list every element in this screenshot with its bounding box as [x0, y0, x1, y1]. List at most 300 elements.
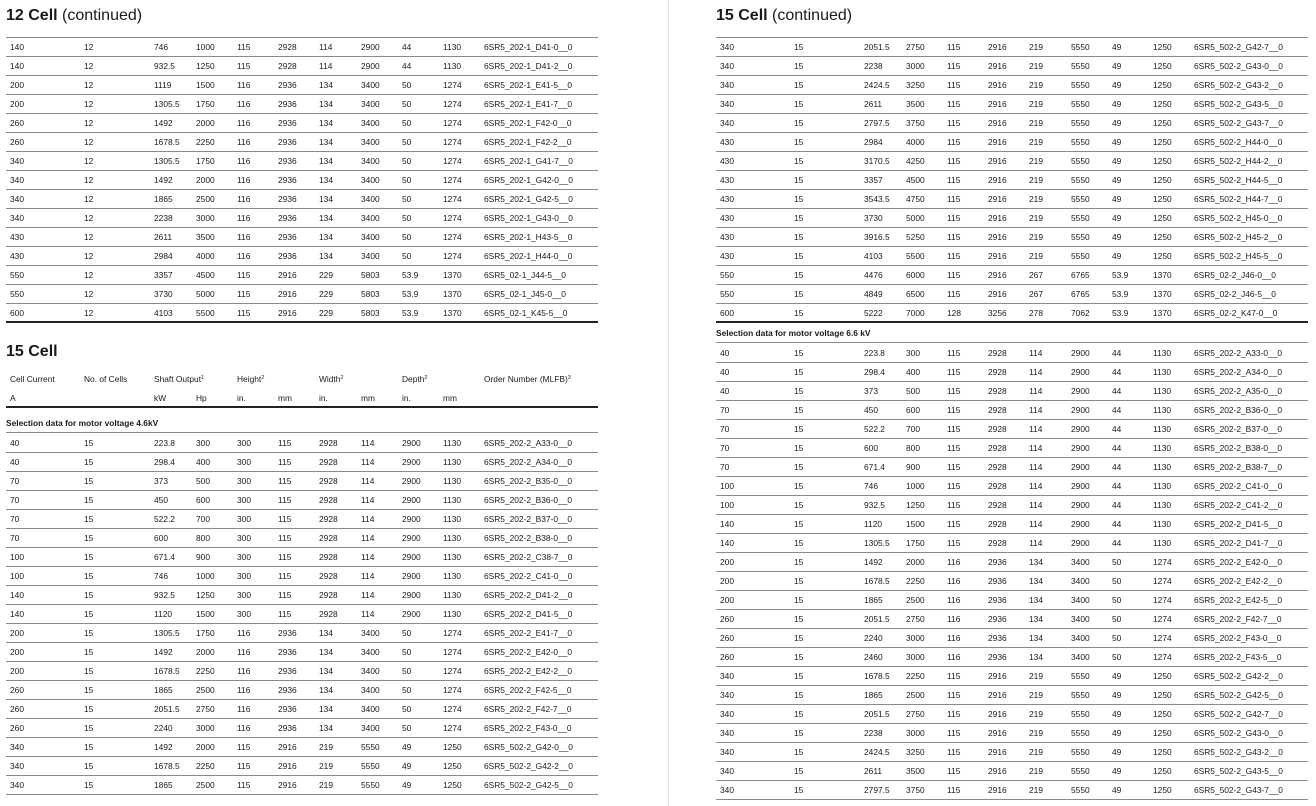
table-cell: 6SR5_202-2_B38-7__0 [1194, 462, 1283, 472]
table-cell: 116 [947, 652, 961, 662]
table-cell: 2916 [988, 289, 1007, 299]
table-cell: 53.9 [1112, 308, 1129, 318]
table-cell: 340 [720, 99, 734, 109]
table-cell: 49 [1112, 232, 1122, 242]
table-row [716, 304, 1308, 323]
table-cell: 70 [10, 533, 20, 543]
table-cell: 300 [237, 476, 251, 486]
table-cell: 49 [1112, 671, 1122, 681]
table-cell: 6SR5_502-2_H44-2__0 [1194, 156, 1283, 166]
table-cell: 1000 [906, 481, 925, 491]
table-cell: 6SR5_202-2_F43-0__0 [1194, 633, 1282, 643]
table-cell: 2900 [361, 42, 380, 52]
table-cell: 5803 [361, 308, 380, 318]
table-cell: 115 [947, 728, 961, 738]
table-cell: 260 [10, 723, 24, 733]
table-cell: 6SR5_502-2_G42-7__0 [1194, 42, 1283, 52]
table-cell: 12 [84, 80, 94, 90]
table-cell: 140 [10, 590, 24, 600]
table-cell: 6SR5_502-2_H45-0__0 [1194, 213, 1283, 223]
table-cell: 50 [402, 156, 412, 166]
table-row [6, 190, 598, 209]
table-cell: 140 [10, 61, 24, 71]
table-cell: 2900 [1071, 405, 1090, 415]
table-cell: 15 [794, 576, 804, 586]
unit-depth-in: in. [402, 393, 411, 403]
table-cell: 2936 [988, 633, 1007, 643]
table-cell: 15 [84, 704, 94, 714]
table-cell: 1250 [196, 61, 215, 71]
table-cell: 6500 [906, 289, 925, 299]
table-cell: 50 [402, 80, 412, 90]
table-cell: 115 [947, 137, 961, 147]
table-cell: 2936 [278, 704, 297, 714]
table-cell: 3916.5 [864, 232, 890, 242]
table-cell: 4250 [906, 156, 925, 166]
table-cell: 115 [947, 251, 961, 261]
table-cell: 1274 [1153, 633, 1172, 643]
table-cell: 522.2 [864, 424, 885, 434]
table-cell: 15 [794, 614, 804, 624]
table-row [6, 152, 598, 171]
table-cell: 2916 [988, 99, 1007, 109]
table-cell: 800 [906, 443, 920, 453]
table-row [716, 209, 1308, 228]
table-cell: 50 [402, 723, 412, 733]
table-cell: 6SR5_202-2_C41-2__0 [1194, 500, 1283, 510]
table-cell: 2936 [278, 647, 297, 657]
table-cell: 6765 [1071, 289, 1090, 299]
table-row [716, 610, 1308, 629]
table-cell: 3000 [906, 652, 925, 662]
table-cell: 3000 [196, 723, 215, 733]
table-cell: 15 [794, 194, 804, 204]
table-cell: 340 [10, 761, 24, 771]
table-cell: 3400 [1071, 652, 1090, 662]
table-cell: 115 [947, 709, 961, 719]
table-cell: 115 [278, 571, 292, 581]
table-cell: 1274 [1153, 614, 1172, 624]
table-cell: 40 [10, 457, 20, 467]
table-cell: 6SR5_202-2_D41-5__0 [1194, 519, 1283, 529]
table-cell: 2000 [196, 118, 215, 128]
table-cell: 1130 [443, 571, 462, 581]
table-cell: 300 [196, 438, 210, 448]
table-cell: 70 [10, 476, 20, 486]
table-cell: 1678.5 [154, 761, 180, 771]
table-cell: 1274 [443, 704, 462, 714]
table-cell: 1274 [443, 156, 462, 166]
table-cell: 219 [1029, 61, 1043, 71]
table-cell: 3400 [361, 704, 380, 714]
table-cell: 6SR5_202-2_F42-5__0 [484, 685, 572, 695]
table-cell: 7062 [1071, 308, 1090, 318]
table-cell: 12 [84, 289, 94, 299]
table-cell: 134 [1029, 633, 1043, 643]
table-cell: 200 [720, 595, 734, 605]
table-cell: 40 [10, 438, 20, 448]
table-cell: 2051.5 [154, 704, 180, 714]
table-cell: 116 [237, 704, 251, 714]
table-cell: 134 [319, 194, 333, 204]
table-cell: 53.9 [1112, 270, 1129, 280]
table-cell: 15 [794, 690, 804, 700]
table-cell: 4500 [196, 270, 215, 280]
table-cell: 6SR5_202-1_H43-5__0 [484, 232, 573, 242]
table-cell: 6SR5_502-2_H45-5__0 [1194, 251, 1283, 261]
table-row [6, 624, 598, 643]
table-cell: 2500 [196, 685, 215, 695]
header-height: Height$^2$ [237, 374, 265, 384]
table-cell: 1274 [443, 647, 462, 657]
table-cell: 1370 [443, 308, 462, 318]
table-cell: 2900 [402, 609, 421, 619]
table-cell: 44 [1112, 367, 1122, 377]
table-cell: 600 [196, 495, 210, 505]
table-cell: 1130 [1153, 405, 1172, 415]
table-cell: 267 [1029, 270, 1043, 280]
table-cell: 2750 [906, 614, 925, 624]
table-cell: 300 [237, 533, 251, 543]
table-cell: 340 [720, 747, 734, 757]
table-row [716, 95, 1308, 114]
table-cell: 700 [906, 424, 920, 434]
table-cell: 223.8 [154, 438, 175, 448]
table-cell: 116 [237, 118, 251, 128]
table-cell: 15 [84, 438, 94, 448]
table-cell: 134 [319, 137, 333, 147]
table-cell: 340 [720, 42, 734, 52]
table-cell: 115 [947, 232, 961, 242]
table-cell: 1865 [864, 595, 883, 605]
table-cell: 5550 [1071, 671, 1090, 681]
table-cell: 49 [1112, 766, 1122, 776]
table-cell: 2916 [988, 118, 1007, 128]
table-cell: 1000 [196, 42, 215, 52]
table-row [716, 477, 1308, 496]
table-cell: 140 [10, 42, 24, 52]
table-cell: 500 [906, 386, 920, 396]
table-cell: 49 [402, 761, 412, 771]
table-cell: 134 [1029, 614, 1043, 624]
table-cell: 49 [1112, 728, 1122, 738]
table-cell: 115 [947, 99, 961, 109]
table-cell: 2928 [319, 457, 338, 467]
table-cell: 2936 [278, 175, 297, 185]
table-cell: 15 [794, 709, 804, 719]
table-cell: 6SR5_502-2_H44-7__0 [1194, 194, 1283, 204]
table-cell: 1250 [1153, 766, 1172, 776]
table-cell: 134 [1029, 557, 1043, 567]
table-cell: 50 [402, 213, 412, 223]
table-cell: 49 [1112, 194, 1122, 204]
table-cell: 114 [1029, 462, 1043, 472]
table-cell: 134 [319, 628, 333, 638]
table-row [6, 285, 598, 304]
table-cell: 44 [1112, 443, 1122, 453]
table-cell: 600 [154, 533, 168, 543]
table-cell: 900 [196, 552, 210, 562]
table-cell: 1130 [1153, 424, 1172, 434]
table-cell: 3400 [1071, 557, 1090, 567]
table-cell: 1130 [443, 590, 462, 600]
table-cell: 260 [720, 633, 734, 643]
table-cell: 2900 [402, 571, 421, 581]
table-cell: 2936 [278, 156, 297, 166]
table-cell: 2900 [1071, 481, 1090, 491]
table-cell: 115 [278, 609, 292, 619]
table-cell: 2900 [402, 457, 421, 467]
table-cell: 115 [947, 500, 961, 510]
table-cell: 6SR5_202-1_F42-2__0 [484, 137, 572, 147]
table-cell: 340 [720, 80, 734, 90]
table-cell: 115 [947, 538, 961, 548]
table-cell: 450 [154, 495, 168, 505]
table-cell: 134 [1029, 652, 1043, 662]
table-cell: 134 [1029, 595, 1043, 605]
table-cell: 200 [720, 576, 734, 586]
table-cell: 15 [794, 443, 804, 453]
table-cell: 5550 [1071, 709, 1090, 719]
table-cell: 5000 [906, 213, 925, 223]
table-row [716, 648, 1308, 667]
table-cell: 3400 [1071, 633, 1090, 643]
table-cell: 15 [794, 308, 804, 318]
table-cell: 115 [237, 742, 251, 752]
table-cell: 115 [947, 405, 961, 415]
table-cell: 100 [720, 481, 734, 491]
table-cell: 6765 [1071, 270, 1090, 280]
table-cell: 2916 [988, 747, 1007, 757]
table-cell: 116 [237, 723, 251, 733]
table-cell: 3400 [361, 99, 380, 109]
table-cell: 15 [84, 590, 94, 600]
table-cell: 671.4 [154, 552, 175, 562]
table-cell: 6SR5_502-2_H44-5__0 [1194, 175, 1283, 185]
table-cell: 15 [794, 42, 804, 52]
table-cell: 340 [720, 728, 734, 738]
table-cell: 3400 [1071, 614, 1090, 624]
section-rule-4-6kv [6, 432, 598, 433]
table-cell: 1274 [1153, 576, 1172, 586]
table-cell: 1130 [1153, 462, 1172, 472]
table-cell: 260 [10, 137, 24, 147]
table-cell: 6SR5_202-2_F42-7__0 [1194, 614, 1282, 624]
table-cell: 2928 [319, 514, 338, 524]
table-cell: 53.9 [402, 308, 419, 318]
table-cell: 746 [154, 42, 168, 52]
table-cell: 219 [319, 742, 333, 752]
table-row [6, 209, 598, 228]
table-row [6, 605, 598, 624]
table-row [6, 643, 598, 662]
table-cell: 1274 [443, 175, 462, 185]
table-cell: 6SR5_202-2_F42-7__0 [484, 704, 572, 714]
table-cell: 2900 [1071, 538, 1090, 548]
table-cell: 200 [10, 80, 24, 90]
table-cell: 2916 [278, 308, 297, 318]
table-cell: 300 [237, 609, 251, 619]
table-cell: 2936 [988, 595, 1007, 605]
table-cell: 50 [402, 99, 412, 109]
table-cell: 298.4 [154, 457, 175, 467]
table-cell: 116 [947, 576, 961, 586]
table-cell: 2900 [402, 438, 421, 448]
table-cell: 6SR5_202-1_E41-7__0 [484, 99, 573, 109]
table-cell: 134 [319, 685, 333, 695]
table-cell: 15 [794, 785, 804, 795]
table-cell: 50 [402, 666, 412, 676]
table-cell: 200 [720, 557, 734, 567]
table-cell: 6SR5_202-2_A34-0__0 [484, 457, 573, 467]
table-cell: 15 [84, 685, 94, 695]
table-cell: 70 [720, 462, 730, 472]
table-cell: 1130 [443, 514, 462, 524]
table-cell: 300 [237, 438, 251, 448]
table-cell: 2916 [988, 251, 1007, 261]
table-cell: 115 [947, 194, 961, 204]
table-cell: 1130 [443, 438, 462, 448]
table-cell: 115 [947, 481, 961, 491]
table-cell: 932.5 [154, 61, 175, 71]
table-cell: 1500 [196, 609, 215, 619]
table-cell: 1274 [443, 99, 462, 109]
table-cell: 49 [1112, 61, 1122, 71]
header-no-of-cells: No. of Cells [84, 374, 128, 384]
table-cell: 70 [10, 495, 20, 505]
table-row [6, 776, 598, 795]
table-cell: 223.8 [864, 348, 885, 358]
table-cell: 50 [402, 118, 412, 128]
table-cell: 15 [794, 175, 804, 185]
table-cell: 400 [196, 457, 210, 467]
table-cell: 2000 [196, 647, 215, 657]
table-cell: 2928 [988, 519, 1007, 529]
table-cell: 1130 [1153, 538, 1172, 548]
table-cell: 50 [402, 628, 412, 638]
table-cell: 115 [947, 348, 961, 358]
table-cell: 15 [84, 780, 94, 790]
table-cell: 340 [720, 118, 734, 128]
table-cell: 2000 [196, 175, 215, 185]
table-cell: 1750 [906, 538, 925, 548]
table-cell: 15 [84, 457, 94, 467]
table-cell: 116 [947, 633, 961, 643]
table-cell: 2900 [1071, 519, 1090, 529]
table-cell: 2936 [278, 232, 297, 242]
table-cell: 200 [10, 666, 24, 676]
table-cell: 115 [947, 690, 961, 700]
table-cell: 2051.5 [864, 709, 890, 719]
table-cell: 6SR5_202-1_G43-0__0 [484, 213, 573, 223]
table-cell: 5550 [1071, 747, 1090, 757]
unit-width-in: in. [319, 393, 328, 403]
table-cell: 6SR5_02-2_J46-5__0 [1194, 289, 1276, 299]
table-row [716, 382, 1308, 401]
table-cell: 2928 [988, 386, 1007, 396]
table-cell: 6000 [906, 270, 925, 280]
table-cell: 4103 [154, 308, 173, 318]
table-cell: 2424.5 [864, 80, 890, 90]
table-cell: 7000 [906, 308, 925, 318]
table-cell: 6SR5_202-2_E42-0__0 [484, 647, 573, 657]
table-cell: 5550 [361, 742, 380, 752]
table-cell: 5803 [361, 270, 380, 280]
table-cell: 200 [10, 647, 24, 657]
table-cell: 340 [720, 785, 734, 795]
table-cell: 15 [794, 232, 804, 242]
table-cell: 2936 [278, 213, 297, 223]
table-cell: 219 [1029, 118, 1043, 128]
table-cell: 2936 [278, 666, 297, 676]
table-cell: 1274 [1153, 595, 1172, 605]
table-cell: 115 [278, 552, 292, 562]
table-cell: 430 [720, 251, 734, 261]
table-cell: 115 [947, 61, 961, 71]
table-cell: 115 [947, 289, 961, 299]
table-cell: 15 [794, 538, 804, 548]
table-cell: 1250 [906, 500, 925, 510]
table-cell: 15 [794, 557, 804, 567]
table-cell: 2240 [154, 723, 173, 733]
table-cell: 2928 [278, 61, 297, 71]
table-cell: 115 [237, 61, 251, 71]
table-cell: 4849 [864, 289, 883, 299]
header-cell-current: Cell Current [10, 374, 55, 384]
table-cell: 1130 [1153, 481, 1172, 491]
table-cell: 6SR5_202-2_B38-0__0 [484, 533, 573, 543]
table-cell: 1250 [1153, 42, 1172, 52]
table-cell: 300 [237, 571, 251, 581]
table-row [716, 572, 1308, 591]
table-cell: 2928 [988, 500, 1007, 510]
table-cell: 3400 [1071, 595, 1090, 605]
table-cell: 2051.5 [864, 614, 890, 624]
unit-kw: kW [154, 393, 167, 403]
table-cell: 2797.5 [864, 785, 890, 795]
table-cell: 2936 [278, 251, 297, 261]
table-cell: 6SR5_202-1_H44-0__0 [484, 251, 573, 261]
table-cell: 6SR5_202-1_G42-5__0 [484, 194, 573, 204]
table-cell: 3500 [196, 232, 215, 242]
table-row [716, 401, 1308, 420]
table-cell: 6SR5_202-2_A34-0__0 [1194, 367, 1283, 377]
table-cell: 6SR5_202-2_A33-0__0 [1194, 348, 1283, 358]
table-cell: 3543.5 [864, 194, 890, 204]
table-cell: 116 [947, 595, 961, 605]
table-cell: 2240 [864, 633, 883, 643]
table-cell: 300 [906, 348, 920, 358]
table-cell: 114 [361, 457, 375, 467]
table-cell: 6SR5_502-2_H45-2__0 [1194, 232, 1283, 242]
table-cell: 3000 [906, 633, 925, 643]
table-cell: 40 [720, 386, 730, 396]
table-cell: 2900 [361, 61, 380, 71]
table-cell: 219 [1029, 709, 1043, 719]
table-row [6, 738, 598, 757]
table-cell: 3400 [361, 80, 380, 90]
table-cell: 1130 [443, 495, 462, 505]
table-cell: 3400 [361, 685, 380, 695]
table-cell: 340 [720, 709, 734, 719]
table-cell: 1492 [154, 647, 173, 657]
table-cell: 1130 [1153, 348, 1172, 358]
table-cell: 1305.5 [154, 156, 180, 166]
table-cell: 1500 [906, 519, 925, 529]
table-cell: 2936 [278, 194, 297, 204]
table-cell: 2936 [988, 557, 1007, 567]
unit-width-mm: mm [361, 393, 375, 403]
